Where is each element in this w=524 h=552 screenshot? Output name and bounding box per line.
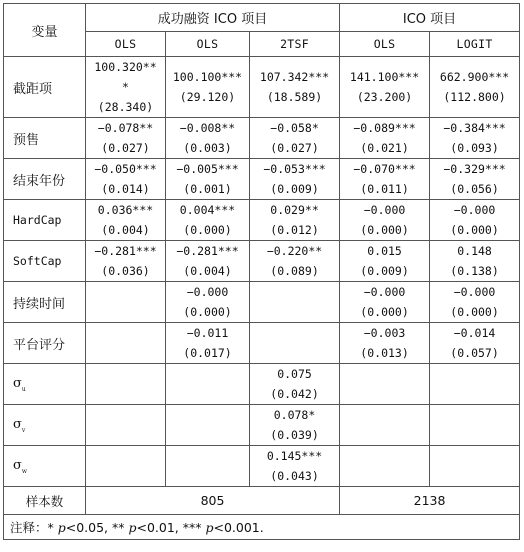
significance-overflow: * (122, 80, 129, 94)
coefficient-cell (86, 200, 166, 241)
standard-error: (0.000) (360, 305, 409, 319)
coefficient-cell (250, 405, 340, 446)
coefficient-value: 0.078* (273, 408, 316, 422)
standard-error: (0.001) (183, 182, 232, 196)
coefficient-value: 0.015 (367, 244, 402, 258)
coefficient-cell (166, 159, 250, 200)
coefficient-value: 0.145*** (266, 449, 323, 463)
coefficient-cell (340, 323, 430, 364)
note-threshold-2: <0.01, *** (136, 520, 206, 535)
coefficient-cell (430, 241, 520, 282)
variable-subscript: v (21, 426, 26, 434)
standard-error: (0.011) (360, 182, 409, 196)
coefficient-value: −0.050*** (94, 162, 157, 176)
standard-error: (0.021) (360, 141, 409, 155)
standard-error: (0.004) (101, 223, 150, 237)
coefficient-cell (250, 446, 340, 487)
coefficient-value: −0.003 (363, 326, 406, 340)
coefficient-value: −0.220** (266, 244, 323, 258)
standard-error: (0.000) (183, 305, 232, 319)
standard-error: (0.027) (270, 141, 319, 155)
standard-error: (0.036) (101, 264, 150, 278)
variable-name-text: 预售 (13, 132, 40, 148)
coefficient-cell (250, 57, 340, 118)
variable-name (4, 200, 86, 241)
sample-size-label: 样本数 (4, 487, 86, 515)
sample-size-row (4, 487, 520, 515)
coefficient-cell (86, 405, 166, 446)
coefficient-cell (430, 446, 520, 487)
coefficient-cell (340, 241, 430, 282)
coefficient-value: −0.329*** (443, 162, 506, 176)
note-p: p (205, 520, 214, 535)
standard-error: (0.009) (360, 264, 409, 278)
variable-name-text: σ (13, 416, 22, 432)
model-header: OLS (86, 32, 166, 57)
coefficient-cell (166, 405, 250, 446)
coefficient-value: −0.053*** (263, 162, 326, 176)
variable-name (4, 57, 86, 118)
standard-error: (0.000) (450, 223, 499, 237)
coefficient-value: −0.000 (186, 285, 229, 299)
coefficient-cell (86, 159, 166, 200)
variable-name (4, 405, 86, 446)
variable-name (4, 282, 86, 323)
note-p: p (128, 520, 137, 535)
variable-name (4, 241, 86, 282)
standard-error: (0.000) (450, 305, 499, 319)
coefficient-value: −0.078** (97, 121, 154, 135)
coefficient-value: 107.342*** (259, 70, 330, 84)
variable-name-text: HardCap (13, 213, 62, 227)
variable-name-text: 截距项 (13, 81, 53, 97)
variable-name-text: SoftCap (13, 254, 62, 268)
sample-size-group1: 805 (86, 487, 340, 515)
standard-error: (28.340) (97, 100, 154, 114)
coefficient-cell (430, 57, 520, 118)
coefficient-cell (250, 200, 340, 241)
standard-error: (0.004) (183, 264, 232, 278)
coefficient-cell (166, 323, 250, 364)
variable-name-text: σ (13, 457, 22, 473)
coefficient-cell (86, 446, 166, 487)
table-row (4, 118, 520, 159)
standard-error: (0.057) (450, 346, 499, 360)
coefficient-cell (86, 282, 166, 323)
header-group-successful-ico: 成功融资 ICO 项目 (86, 4, 340, 32)
standard-error: (0.042) (270, 387, 319, 401)
standard-error: (0.003) (183, 141, 232, 155)
coefficient-cell (430, 323, 520, 364)
header-group-ico: ICO 项目 (340, 4, 520, 32)
variable-name (4, 159, 86, 200)
model-header: OLS (166, 32, 250, 57)
standard-error: (0.043) (270, 469, 319, 483)
variable-name-text: 持续时间 (13, 296, 66, 312)
table-row (4, 446, 520, 487)
coefficient-value: 662.900*** (439, 70, 510, 84)
coefficient-value: −0.011 (186, 326, 229, 340)
header-row-groups (4, 4, 520, 32)
standard-error: (0.013) (360, 346, 409, 360)
coefficient-cell (430, 282, 520, 323)
coefficient-cell (166, 446, 250, 487)
standard-error: (0.017) (183, 346, 232, 360)
coefficient-value: 0.036*** (97, 203, 154, 217)
standard-error: (0.039) (270, 428, 319, 442)
table-row (4, 364, 520, 405)
coefficient-value: −0.384*** (443, 121, 506, 135)
coefficient-value: −0.000 (363, 203, 406, 217)
model-header: 2TSF (250, 32, 340, 57)
variable-name (4, 323, 86, 364)
coefficient-value: −0.000 (453, 203, 496, 217)
coefficient-cell (250, 118, 340, 159)
table-row (4, 405, 520, 446)
standard-error: (112.800) (443, 90, 506, 104)
standard-error: (0.138) (450, 264, 499, 278)
table-row (4, 323, 520, 364)
coefficient-cell (430, 364, 520, 405)
coefficient-value: 100.320** (94, 60, 157, 74)
standard-error: (23.200) (356, 90, 413, 104)
standard-error: (0.000) (183, 223, 232, 237)
model-header: OLS (340, 32, 430, 57)
coefficient-value: 0.075 (277, 367, 312, 381)
note-threshold-1: <0.05, ** (65, 520, 129, 535)
coefficient-value: −0.005*** (176, 162, 239, 176)
coefficient-cell (250, 282, 340, 323)
coefficient-cell (430, 200, 520, 241)
standard-error: (0.027) (101, 141, 150, 155)
coefficient-cell (430, 159, 520, 200)
coefficient-value: −0.000 (363, 285, 406, 299)
variable-name (4, 446, 86, 487)
table-row (4, 200, 520, 241)
coefficient-cell (340, 364, 430, 405)
coefficient-cell (340, 405, 430, 446)
variable-name (4, 118, 86, 159)
standard-error: (0.012) (270, 223, 319, 237)
coefficient-value: −0.014 (453, 326, 496, 340)
coefficient-cell (86, 323, 166, 364)
standard-error: (0.014) (101, 182, 150, 196)
coefficient-cell (166, 118, 250, 159)
coefficient-cell (340, 159, 430, 200)
variable-name-text: 平台评分 (13, 337, 66, 353)
coefficient-cell (340, 57, 430, 118)
variable-subscript: w (21, 467, 28, 475)
coefficient-cell (430, 405, 520, 446)
standard-error: (0.056) (450, 182, 499, 196)
coefficient-cell (166, 200, 250, 241)
coefficient-cell (250, 364, 340, 405)
coefficient-cell (340, 200, 430, 241)
coefficient-value: −0.281*** (176, 244, 239, 258)
coefficient-cell (250, 241, 340, 282)
coefficient-cell (86, 241, 166, 282)
table-row (4, 159, 520, 200)
note-row (4, 515, 520, 540)
coefficient-cell (166, 241, 250, 282)
table-row (4, 57, 520, 118)
coefficient-cell (166, 364, 250, 405)
header-variable: 变量 (4, 4, 86, 57)
table-note (4, 515, 520, 540)
coefficient-cell (86, 118, 166, 159)
coefficient-cell (166, 57, 250, 118)
coefficient-cell (430, 118, 520, 159)
coefficient-value: −0.281*** (94, 244, 157, 258)
table-body (4, 57, 520, 487)
coefficient-cell (250, 323, 340, 364)
variable-name-text: 结束年份 (13, 173, 66, 189)
coefficient-value: 0.004*** (179, 203, 236, 217)
coefficient-value: 0.029** (270, 203, 319, 217)
coefficient-value: −0.008** (179, 121, 236, 135)
coefficient-value: −0.070*** (353, 162, 416, 176)
sample-size-group2: 2138 (340, 487, 520, 515)
coefficient-cell (340, 446, 430, 487)
standard-error: (29.120) (179, 90, 236, 104)
note-p: p (57, 520, 66, 535)
coefficient-value: 100.100*** (172, 70, 243, 84)
standard-error: (0.089) (270, 264, 319, 278)
standard-error: (0.093) (450, 141, 499, 155)
table-row (4, 241, 520, 282)
standard-error: (0.009) (270, 182, 319, 196)
model-header: LOGIT (430, 32, 520, 57)
coefficient-value: −0.058* (270, 121, 319, 135)
variable-name-text: σ (13, 375, 22, 391)
coefficient-cell (340, 118, 430, 159)
coefficient-cell (340, 282, 430, 323)
regression-table (3, 3, 520, 540)
note-prefix: 注释：* (10, 520, 58, 535)
coefficient-cell (86, 57, 166, 118)
standard-error: (0.000) (360, 223, 409, 237)
coefficient-cell (86, 364, 166, 405)
coefficient-cell (250, 159, 340, 200)
note-threshold-3: <0.001. (213, 520, 264, 535)
coefficient-cell (166, 282, 250, 323)
standard-error: (18.589) (266, 90, 323, 104)
coefficient-value: 141.100*** (349, 70, 420, 84)
coefficient-value: −0.089*** (353, 121, 416, 135)
coefficient-value: −0.000 (453, 285, 496, 299)
table-row (4, 282, 520, 323)
variable-name (4, 364, 86, 405)
variable-subscript: u (21, 385, 26, 393)
coefficient-value: 0.148 (457, 244, 492, 258)
